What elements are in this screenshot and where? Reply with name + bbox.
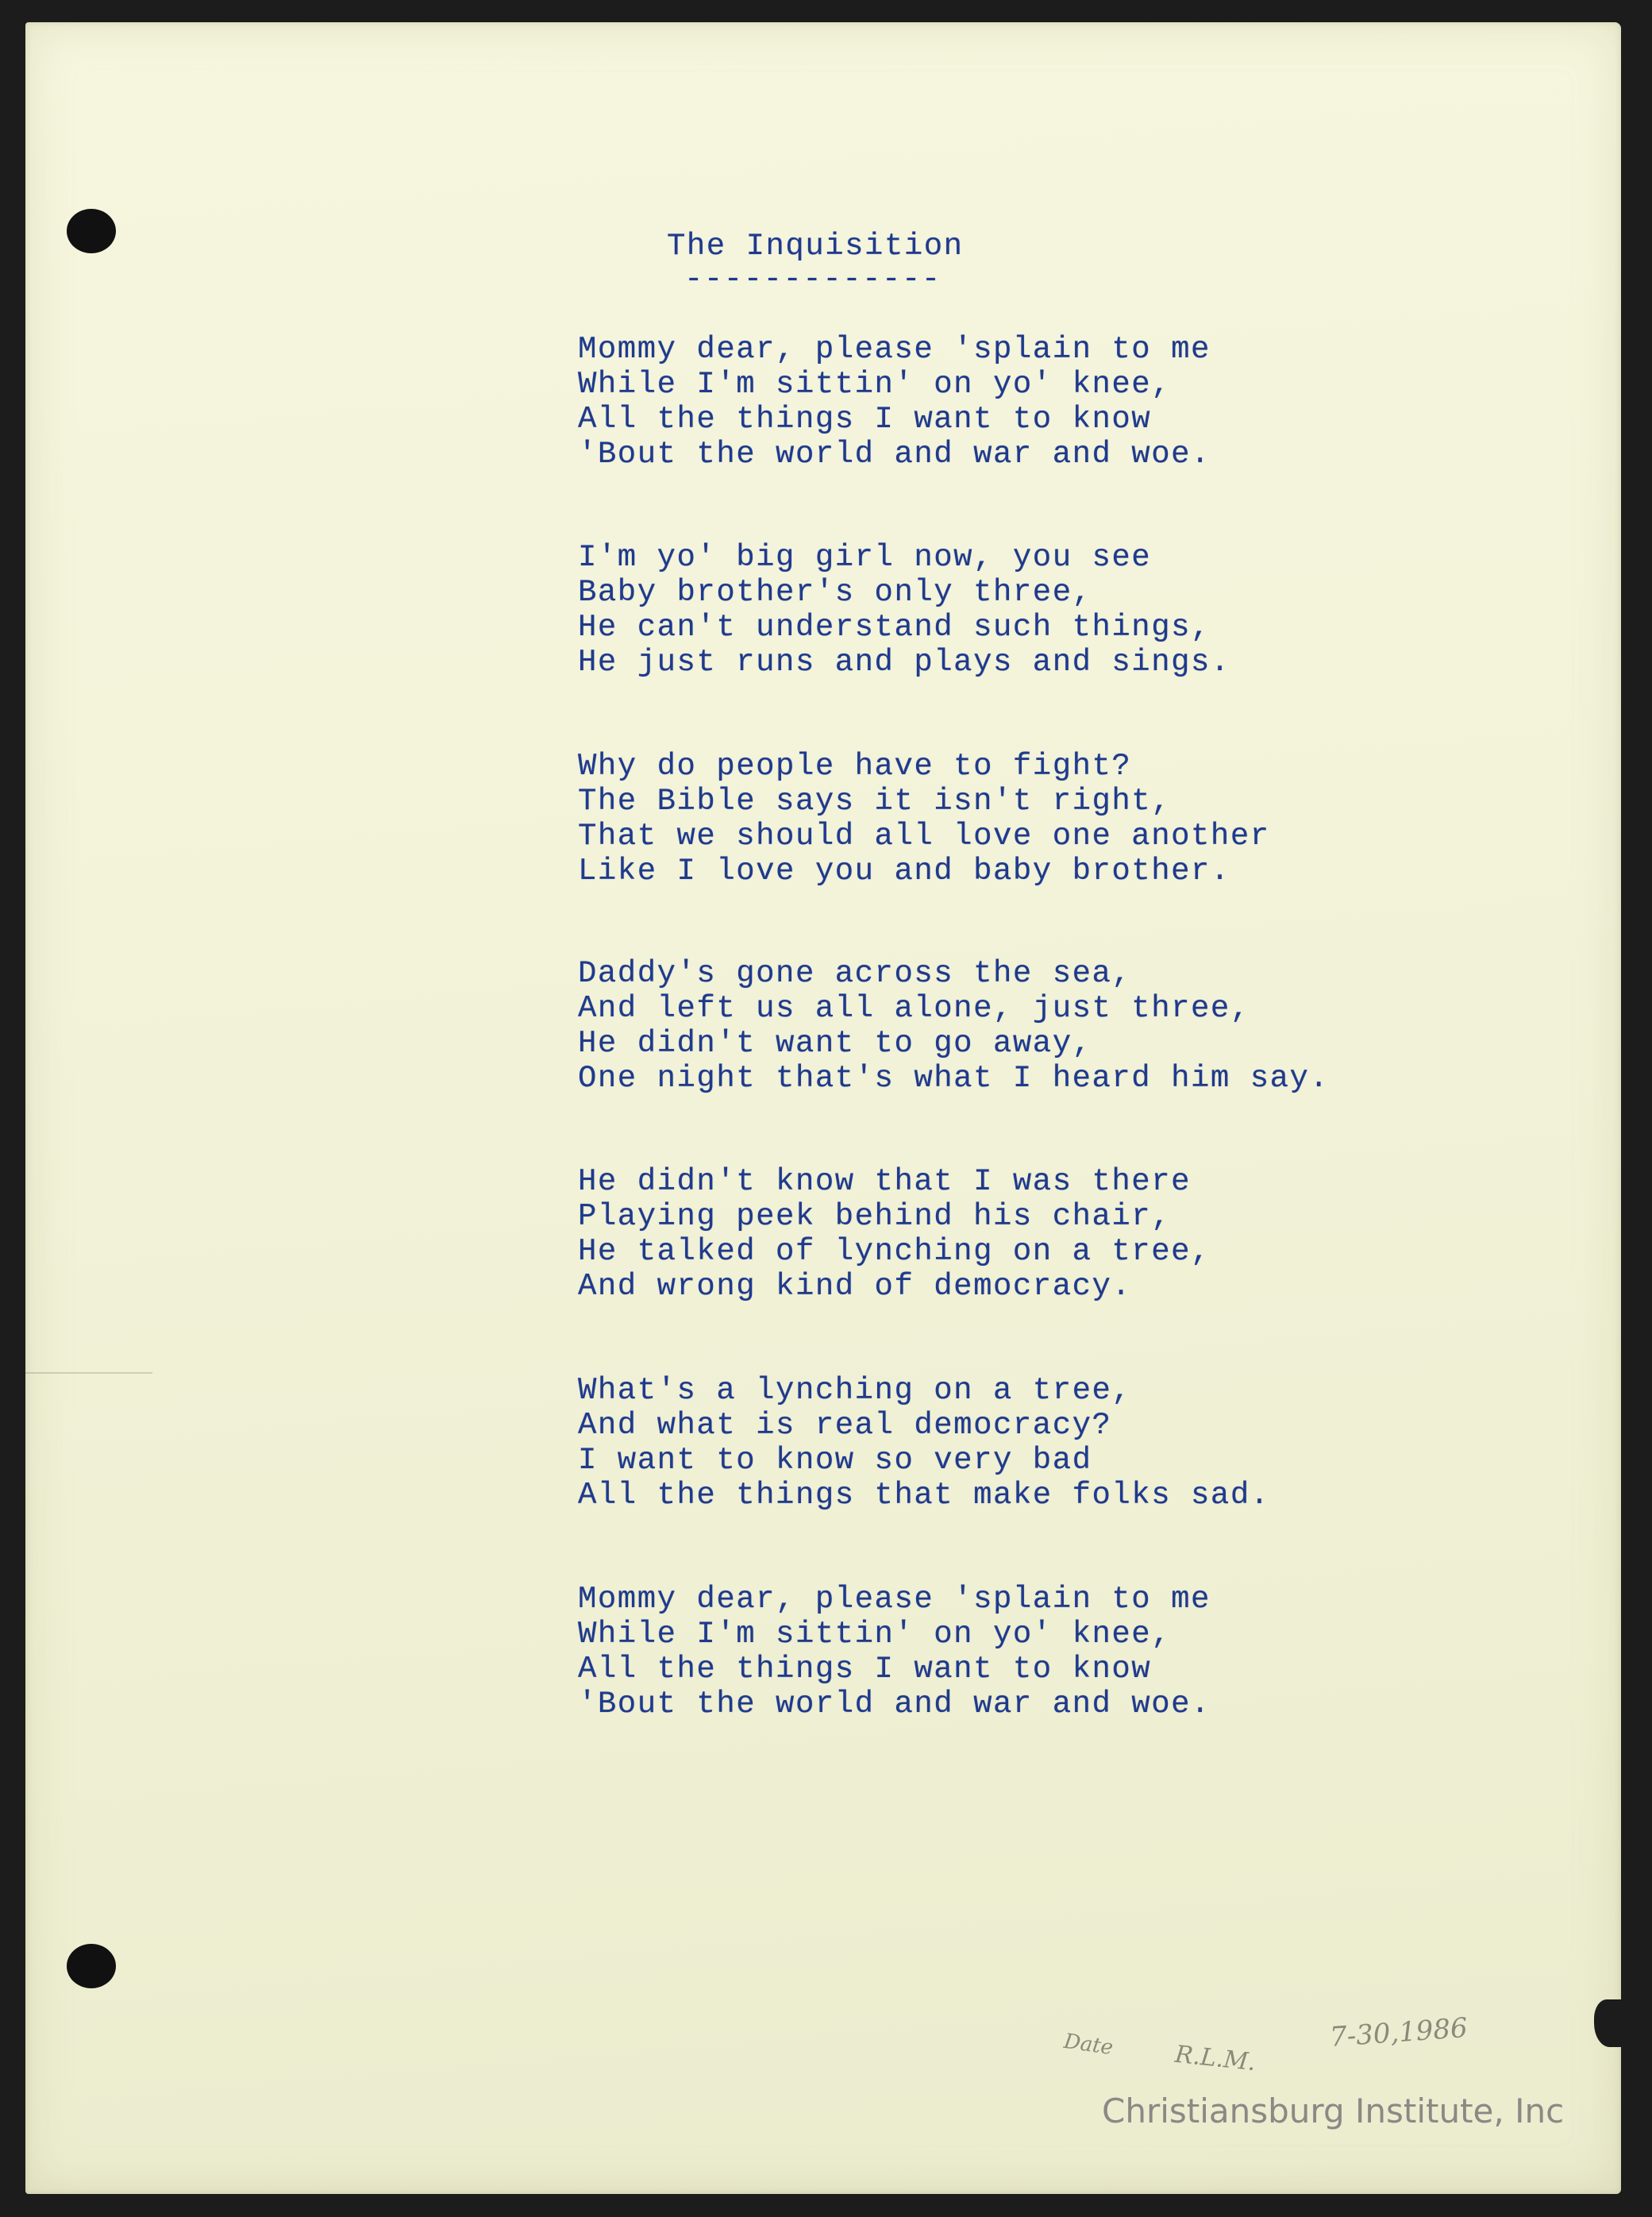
poem-line: And what is real democracy? (578, 1408, 1112, 1443)
poem-line: What's a lynching on a tree, (578, 1373, 1132, 1408)
poem-line: Playing peek behind his chair, (578, 1199, 1172, 1234)
title-underline: ------------- (684, 262, 942, 297)
poem-line: And left us all alone, just three, (578, 991, 1250, 1026)
poem-line: He didn't want to go away, (578, 1026, 1092, 1061)
poem-line: That we should all love one another (578, 819, 1270, 854)
stanza (578, 540, 1230, 680)
poem-line: 'Bout the world and war and woe. (578, 437, 1211, 472)
poem-line: All the things that make folks sad. (578, 1478, 1270, 1513)
poem-line: Mommy dear, please 'splain to me (578, 1582, 1211, 1617)
poem-line: He talked of lynching on a tree, (578, 1234, 1211, 1269)
paper-crease (25, 1372, 152, 1374)
poem-line: He can't understand such things, (578, 610, 1211, 645)
handwritten-initials: R.L.M. (1173, 2040, 1257, 2077)
poem-line: All the things I want to know (578, 402, 1152, 437)
poem-line: Why do people have to fight? (578, 749, 1132, 784)
poem-line: He didn't know that I was there (578, 1164, 1192, 1199)
stanza (578, 1164, 1211, 1304)
poem-line: Mommy dear, please 'splain to me (578, 332, 1211, 367)
paper-tear-notch (1594, 1999, 1626, 2047)
poem-line: One night that's what I heard him say. (578, 1061, 1330, 1096)
poem-line: All the things I want to know (578, 1652, 1152, 1687)
poem-line: He just runs and plays and sings. (578, 645, 1230, 680)
stanza (578, 956, 1329, 1096)
stanza (578, 1373, 1270, 1513)
poem-line: Daddy's gone across the sea, (578, 956, 1132, 991)
stanza (578, 1582, 1211, 1722)
poem-line: The Bible says it isn't right, (578, 784, 1172, 819)
poem-line: Baby brother's only three, (578, 575, 1092, 610)
handwritten-date: 7-30,1986 (1328, 2011, 1469, 2054)
punch-hole-top (67, 209, 116, 253)
handwritten-date-label: Date (1062, 2029, 1115, 2061)
poem-line: I'm yo' big girl now, you see (578, 540, 1152, 575)
poem-line: And wrong kind of democracy. (578, 1269, 1132, 1304)
punch-hole-bottom (67, 1944, 116, 1988)
stanza (578, 749, 1270, 889)
poem-line: Like I love you and baby brother. (578, 854, 1230, 889)
poem-line: While I'm sittin' on yo' knee, (578, 1617, 1172, 1652)
poem-line: While I'm sittin' on yo' knee, (578, 367, 1172, 402)
poem-line: 'Bout the world and war and woe. (578, 1687, 1211, 1722)
watermark-text: Christiansburg Institute, Inc (1102, 2092, 1565, 2130)
poem-line: I want to know so very bad (578, 1443, 1092, 1478)
stanza (578, 332, 1211, 472)
poem-title: The Inquisition (667, 229, 964, 264)
